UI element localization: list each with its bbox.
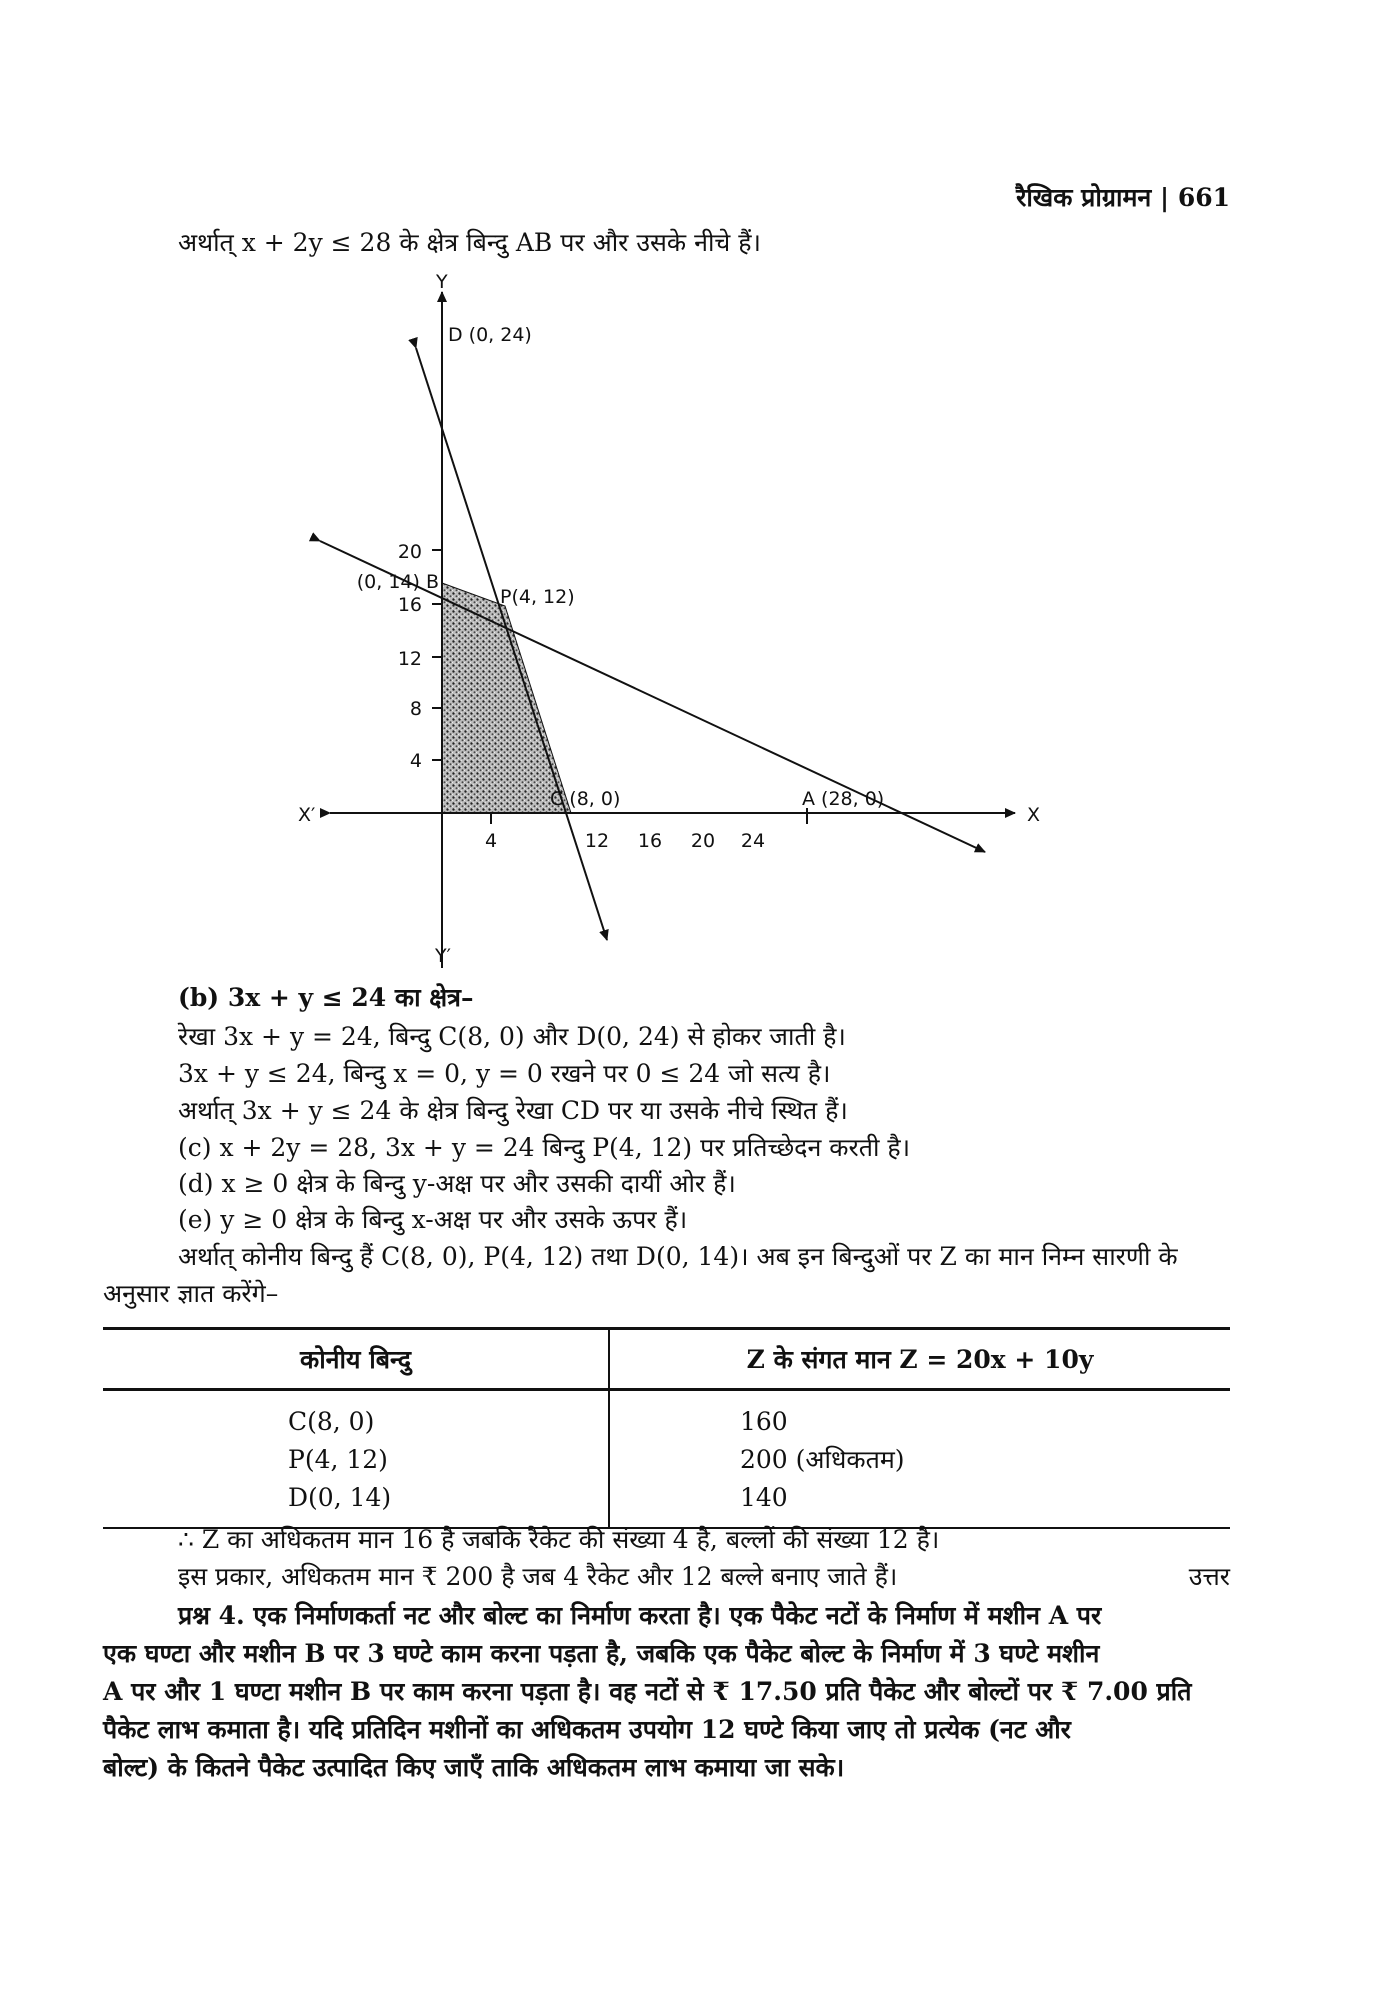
table-cell: D(0, 14) (103, 1478, 609, 1528)
x-tick-label: 20 (690, 830, 716, 852)
question-line: A पर और 1 घण्टा मशीन B पर काम करना पड़ता है। वह नटों से ₹ 17.50 प्रति पैकेट और बोल्टों पर ₹ 7.00 प्रति (103, 1677, 1192, 1706)
x-tick-label: 16 (637, 830, 663, 852)
intro-line: अर्थात् x + 2y ≤ 28 के क्षेत्र बिन्दु AB पर और उसके नीचे हैं। (178, 228, 761, 257)
question-line: प्रश्न 4. एक निर्माणकर्ता नट और बोल्ट का निर्माण करता है। एक पैकेट नटों के निर्माण में मशीन A पर (178, 1601, 1102, 1630)
table-header-cell: Z के संगत मान Z = 20x + 10y (609, 1329, 1230, 1390)
body-line: अर्थात् 3x + y ≤ 24 के क्षेत्र बिन्दु रेखा CD पर या उसके नीचे स्थित हैं। (178, 1096, 848, 1125)
point-label-d: D (0, 24) (448, 324, 532, 346)
table-header-cell: कोनीय बिन्दु (103, 1329, 609, 1390)
table-row (103, 1440, 1230, 1478)
answer-label: उत्तर (1188, 1562, 1230, 1591)
feasible-region-graph (290, 268, 1090, 968)
body-line-b-heading: (b) 3x + y ≤ 24 का क्षेत्र– (178, 983, 474, 1012)
feasible-region (442, 583, 571, 813)
axis-label-y-neg: Y′ (435, 945, 451, 967)
question-line: बोल्ट) के कितने पैकेट उत्पादित किए जाएँ ताकि अधिकतम लाभ कमाया जा सके। (103, 1753, 845, 1782)
y-tick-label: 4 (409, 750, 422, 772)
y-tick-label: 12 (397, 648, 422, 670)
table-header-row (103, 1329, 1230, 1390)
body-line: रेखा 3x + y = 24, बिन्दु C(8, 0) और D(0, 24) से होकर जाती है। (178, 1022, 846, 1051)
y-tick-label: 20 (397, 541, 422, 563)
body-line: (d) x ≥ 0 क्षेत्र के बिन्दु y-अक्ष पर और उसकी दायीं ओर हैं। (178, 1169, 736, 1198)
point-label-b: (0, 14) B (356, 571, 439, 593)
page-number: 661 (1177, 183, 1230, 212)
table-cell: C(8, 0) (103, 1390, 609, 1441)
body-line: (c) x + 2y = 28, 3x + y = 24 बिन्दु P(4, 12) पर प्रतिच्छेदन करती है। (178, 1133, 911, 1162)
table-cell: P(4, 12) (103, 1440, 609, 1478)
question-line: एक घण्टा और मशीन B पर 3 घण्टे काम करना पड़ता है, जबकि एक पैकेट बोल्ट के निर्माण में 3 घण्टे मशीन (103, 1639, 1100, 1668)
y-tick-label: 8 (409, 698, 422, 720)
point-label-c: C (8, 0) (550, 788, 621, 810)
axis-label-y: Y (436, 271, 448, 293)
body-line: अनुसार ज्ञात करेंगे– (103, 1279, 279, 1308)
table-cell: 160 (740, 1406, 788, 1436)
running-header (1016, 180, 1230, 214)
x-ticks (485, 808, 807, 852)
header-separator: | (1159, 183, 1170, 212)
table-row (103, 1478, 1230, 1528)
point-label-p: P(4, 12) (500, 586, 575, 608)
body-line: 3x + y ≤ 24, बिन्दु x = 0, y = 0 रखने पर 0 ≤ 24 जो सत्य है। (178, 1059, 831, 1088)
x-tick-label: 24 (740, 830, 766, 852)
axis-label-x: X (1027, 804, 1041, 826)
body-line: अर्थात् कोनीय बिन्दु हैं C(8, 0), P(4, 12) तथा D(0, 14)। अब इन बिन्दुओं पर Z का मान निम्न सारणी के (178, 1242, 1178, 1271)
question-line: पैकेट लाभ कमाता है। यदि प्रतिदिन मशीनों का अधिकतम उपयोग 12 घण्टे किया जाए तो प्रत्येक (नट और (103, 1715, 1071, 1744)
corner-points-table (103, 1327, 1230, 1529)
point-label-a: A (28, 0) (802, 788, 885, 810)
table-cell: 140 (609, 1478, 1230, 1528)
table-cell: 200 (अधिकतम) (740, 1445, 905, 1474)
conclusion-line: इस प्रकार, अधिकतम मान ₹ 200 है जब 4 रैकेट और 12 बल्ले बनाए जाते हैं। (178, 1562, 898, 1591)
header-title: रैखिक प्रोग्रामन (1016, 183, 1152, 212)
x-tick-label: 12 (584, 830, 610, 852)
axis-label-x-neg: X′ (298, 804, 316, 826)
table-row (103, 1390, 1230, 1441)
x-tick-label: 4 (484, 830, 498, 852)
body-line: (e) y ≥ 0 क्षेत्र के बिन्दु x-अक्ष पर और उसके ऊपर हैं। (178, 1205, 688, 1234)
y-tick-label: 16 (397, 594, 422, 616)
conclusion-line: ∴ Z का अधिकतम मान 16 है जबकि रैकेट की संख्या 4 है, बल्लों की संख्या 12 है। (178, 1525, 940, 1554)
